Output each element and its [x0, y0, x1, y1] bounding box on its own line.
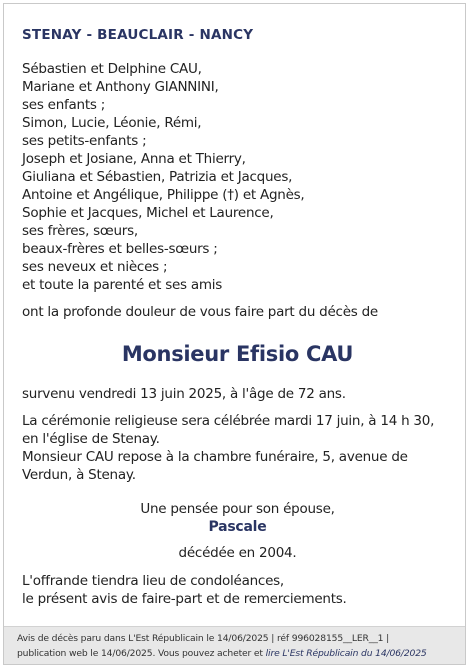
family-line: et toute la parenté et ses amis: [22, 277, 223, 293]
family-list: [22, 60, 453, 294]
family-line: Giuliana et Sébastien, Patrizia et Jacques,: [22, 169, 293, 185]
footer-line-1: Avis de décès paru dans L'Est Républicain le 14/06/2025 | réf 996028155__LER__1 |: [17, 633, 390, 644]
rest-location-text: Monsieur CAU repose à la chambre funéraire, 5, avenue de Verdun, à Stenay.: [22, 449, 408, 483]
closing-line: L'offrande tiendra lieu de condoléances,: [22, 573, 284, 589]
closing-text: [22, 572, 453, 608]
family-line: Mariane et Anthony GIANNINI,: [22, 79, 219, 95]
closing-line: le présent avis de faire-part et de remerciements.: [22, 591, 347, 607]
family-line: Sébastien et Delphine CAU,: [22, 61, 202, 77]
family-line: Joseph et Josiane, Anna et Thierry,: [22, 151, 246, 167]
family-line: ses enfants ;: [22, 97, 106, 113]
family-line: ses petits-enfants ;: [22, 133, 147, 149]
family-line: ses frères, sœurs,: [22, 223, 138, 239]
family-line: ses neveux et nièces ;: [22, 259, 168, 275]
announcement-intro: ont la profonde douleur de vous faire part du décès de: [22, 304, 378, 320]
family-line: Sophie et Jacques, Michel et Laurence,: [22, 205, 274, 221]
location-heading: STENAY - BEAUCLAIR - NANCY: [22, 27, 254, 43]
death-notice: survenu vendredi 13 juin 2025, à l'âge de 72 ans.: [22, 386, 346, 402]
footer-line-2-text: publication web le 14/06/2025. Vous pouvez acheter et: [17, 648, 266, 659]
notice-content: [22, 26, 453, 608]
spouse-tribute: [22, 500, 453, 562]
ceremony-details: [22, 412, 453, 484]
family-line: Antoine et Angélique, Philippe (†) et Agnès,: [22, 187, 305, 203]
ceremony-text: La cérémonie religieuse sera célébrée mardi 17 juin, à 14 h 30, en l'église de Stenay.: [22, 413, 435, 447]
spouse-name: Pascale: [208, 519, 267, 535]
read-newspaper-link[interactable]: lire L'Est Républicain du 14/06/2025: [265, 648, 427, 659]
publication-footer: [4, 626, 465, 664]
spouse-intro: Une pensée pour son épouse,: [140, 501, 335, 517]
footer-line-2: [17, 646, 465, 661]
family-line: Simon, Lucie, Léonie, Rémi,: [22, 115, 202, 131]
deceased-name: Monsieur Efisio CAU: [121, 342, 354, 366]
family-line: beaux-frères et belles-sœurs ;: [22, 241, 218, 257]
obituary-notice: [3, 3, 466, 665]
spouse-died: décédée en 2004.: [178, 545, 297, 561]
